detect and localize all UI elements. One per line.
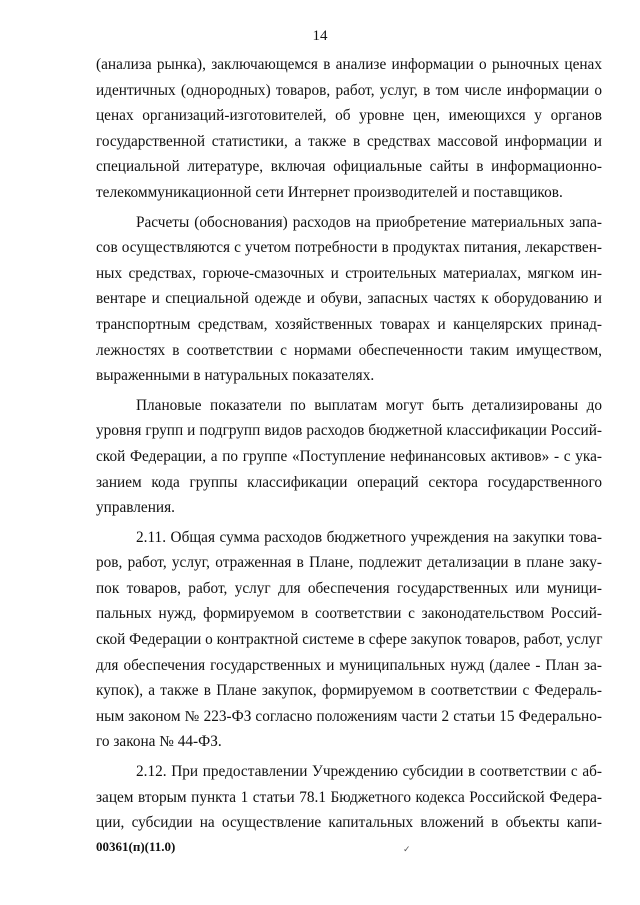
text-line: транспортным средствам, хозяйственных товарах и канцелярских принад- [96,315,602,333]
text-line: выраженными в натуральных показателях. [96,367,375,385]
text-line: зацем вторым пункта 1 статьи 78.1 Бюджетного кодекса Российской Федера- [96,788,602,806]
document-code: 00361(п)(11.0) [96,839,176,854]
text-line: ции, субсидии на осуществление капитальных вложений в объекты капи- [96,814,602,832]
text-line: Плановые показатели по выплатам могут быть детализированы до [136,396,602,414]
text-line: (анализа рынка), заключающемся в анализе информации о рыночных ценах [96,56,602,73]
text-line: 2.11. Общая сумма расходов бюджетного учреждения на закупки това- [136,528,602,546]
text-line: ской Федерации о контрактной системе в сфере закупок товаров, работ, услуг [96,631,603,649]
text-line: ров, работ, услуг, отраженная в Плане, подлежит детализации в плане заку- [96,554,602,572]
text-line: 2.12. При предоставлении Учреждению субсидии в соответствии с аб- [136,763,602,781]
text-line: государственной статистики, а также в средствах массовой информации и [96,132,602,150]
text-line: для обеспечения государственных и муниципальных нужд (далее - План за- [96,656,602,674]
text-line: лежностях в соответствии с нормами обеспеченности таким имуществом, [96,341,602,359]
text-line: идентичных (однородных) товаров, работ, услуг, в том числе информации о [96,81,602,99]
text-line: уровня групп и подгрупп видов расходов бюджетной классификации Россий- [96,422,602,440]
text-line: телекоммуникационной сети Интернет производителей и поставщиков. [96,183,563,201]
text-line: пок товаров, работ, услуг для обеспечения государственных или муници- [96,579,602,597]
text-line: занием кода группы классификации операций сектора государственного [96,473,602,491]
text-line: ценах организаций-изготовителей, об уровне цен, имеющихся у органов [96,107,602,125]
text-line: ных средствах, горюче-смазочных и строительных материалах, мягком ин- [96,264,602,282]
document-body [96,52,602,836]
paragraph [96,525,602,755]
text-line: Расчеты (обоснования) расходов на приобретение материальных запа- [136,213,602,231]
text-line: ным законом № 223-ФЗ согласно положениям части 2 статьи 15 Федерально- [96,707,602,725]
page-number: 14 [312,28,328,44]
text-line: го закона № 44-ФЗ. [96,733,222,751]
paragraph [96,393,602,521]
paragraph [96,52,602,206]
text-line: ской Федерации, а по группе «Поступление нефинансовых активов» - с ука- [96,447,602,465]
scan-mark: ✓ [403,844,411,854]
text-line: купок), а также в Плане закупок, формируемом в соответствии с Федераль- [96,682,602,700]
text-line: специальной литературе, включая официальные сайты в информационно- [96,158,602,176]
paragraph [96,210,602,389]
text-line: вентаре и специальной одежде и обуви, запасных частях к оборудованию и [96,290,602,308]
text-line: сов осуществляются с учетом потребности в продуктах питания, лекарствен- [96,239,602,257]
paragraph [96,759,602,836]
text-line: пальных нужд, формируемом в соответствии с законодательством Россий- [96,605,602,623]
text-line: управления. [96,499,175,517]
